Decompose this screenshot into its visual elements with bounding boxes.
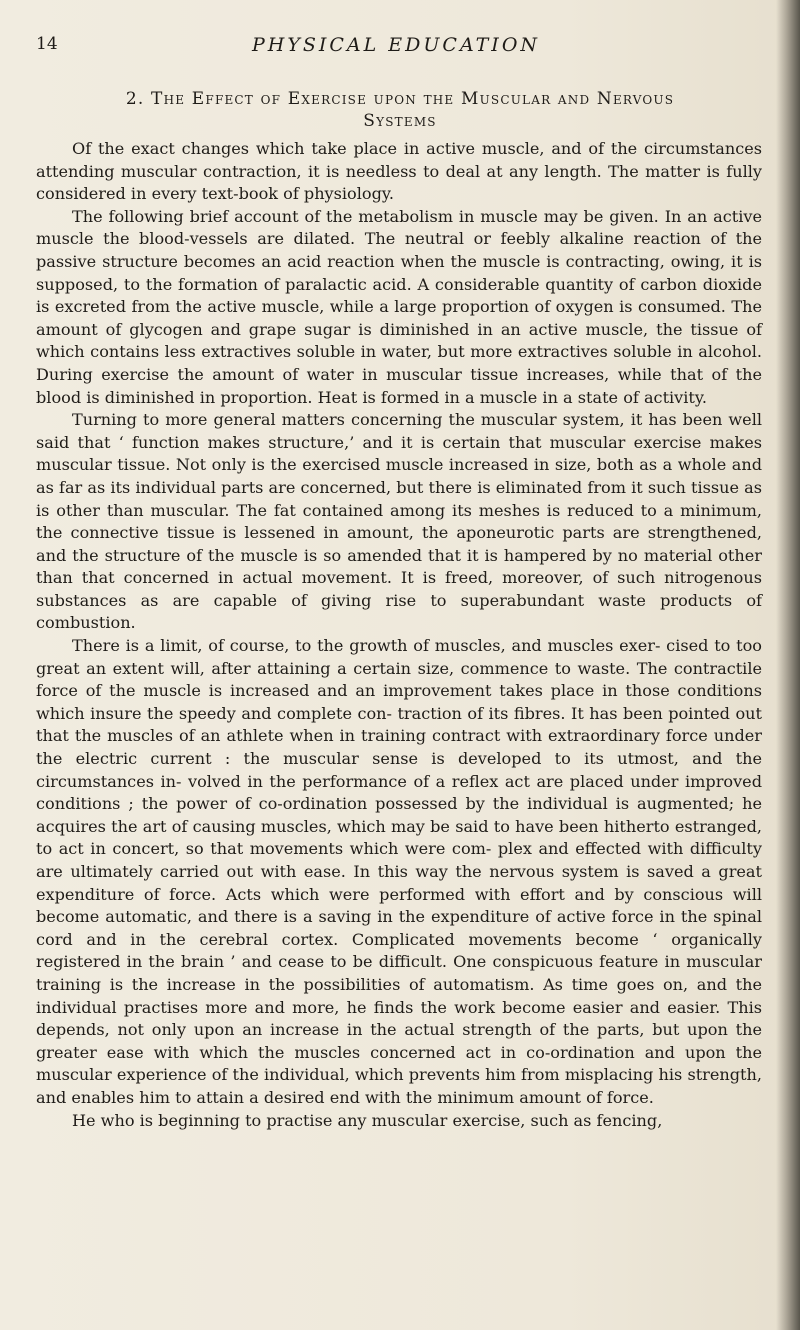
section-heading [60,88,740,132]
paragraph-4: There is a limit, of course, to the growth of muscles, and muscles exer- cised to too great an extent will, after attaining a certain size, commence to waste. The contractile force of the muscle is increased and an improvement takes place in those conditions which insure the speedy and complete con- traction of its fibres. It has been pointed out that the muscles of an athlete when in training contract with extraordinary force under the electric current : the muscular sense is developed to its utmost, and the circumstances in- volved in the performance of a reflex act are placed under improved conditions ; the power of co-ordination possessed by the individual is augmented; he acquires the art of causing muscles, which may be said to have been hitherto estranged, to act in concert, so that movements which were com- plex and effected with difficulty are ultimately carried out with ease. In this way the nervous system is saved a great expenditure of force. Acts which were performed with effort and by conscious will become automatic, and there is a saving in the expenditure of active force in the spinal cord and in the cerebral cortex. Complicated movements become ‘ organically registered in the brain ’ and cease to be difficult. One conspicuous feature in muscular training is the increase in the possibilities of automatism. As time goes on, and the individual practises more and more, he finds the work become easier and easier. This depends, not only upon an increase in the actual strength of the parts, but upon the greater ease with which the muscles concerned act in co-ordination and upon the muscular experience of the individual, which prevents him from misplacing his strength, and enables him to attain a desired end with the minimum amount of force. [36,636,762,1107]
paragraph-5: He who is beginning to practise any muscular exercise, such as fencing, [72,1110,663,1130]
paragraph-1: Of the exact changes which take place in active muscle, and of the circumstances attending muscular contraction, it is needless to deal at any length. The matter is fully considered in every text-book of physiology. [36,139,762,204]
running-title: PHYSICAL EDUCATION [251,34,541,56]
page-number: 14 [36,34,58,54]
body-text [36,138,762,1132]
section-heading-line-1: 2. The Effect of Exercise upon the Muscular and Nervous [125,89,675,109]
page-edge-shadow [776,0,800,1330]
running-head [36,34,756,64]
section-heading-line-2: Systems [363,111,437,131]
paragraph-3: Turning to more general matters concerning the muscular system, it has been well said that ‘ function makes structure,’ and it is certain that muscular exercise makes muscular tissue. Not only is the exercised muscle increased in size, both as a whole and as far as its individual parts are concerned, but there is eliminated from it such tissue as is other than muscular. The fat contained among its meshes is reduced to a minimum, the connective tissue is lessened in amount, the aponeurotic parts are strengthened, and the structure of the muscle is so amended that it is hampered by no material other than that concerned in actual movement. It is freed, moreover, of such nitrogenous substances as are capable of giving rise to superabundant waste products of combustion. [36,410,762,633]
paragraph-2: The following brief account of the metabolism in muscle may be given. In an active muscle the blood-vessels are dilated. The neutral or feebly alkaline reaction of the passive structure becomes an acid reaction when the muscle is contracting, owing, it is supposed, to the formation of paralactic acid. A considerable quantity of carbon dioxide is excreted from the active muscle, while a large proportion of oxygen is consumed. The amount of glycogen and grape sugar is diminished in an active muscle, the tissue of which contains less extractives soluble in water, but more extractives soluble in alcohol. During exercise the amount of water in muscular tissue increases, while that of the blood is diminished in proportion. Heat is formed in a muscle in a state of activity. [36,206,762,407]
